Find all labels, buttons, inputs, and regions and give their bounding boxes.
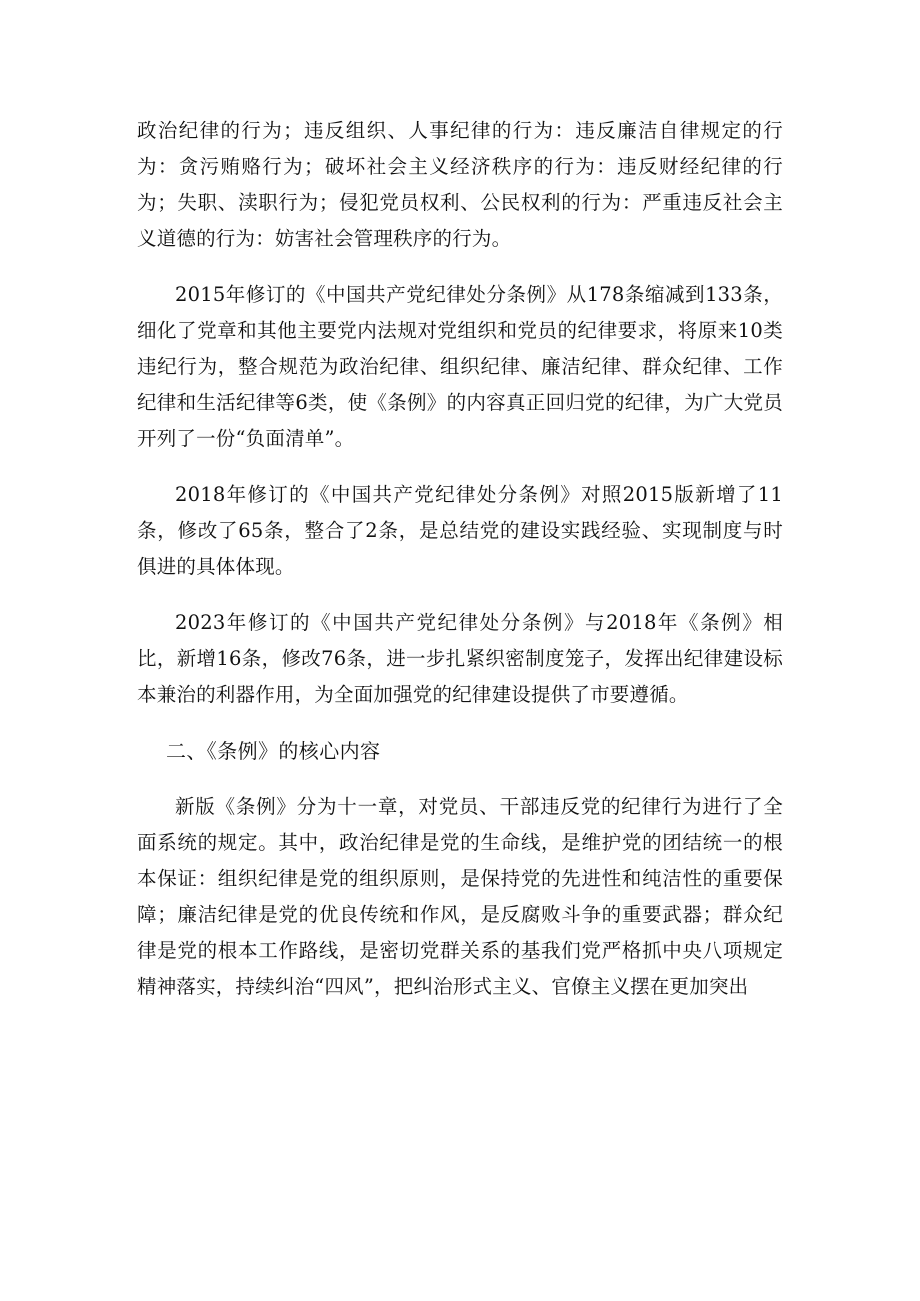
paragraph-2018-revision: 2018年修订的《中国共产党纪律处分条例》对照2015版新增了11条，修改了65条，整合了2条，是总结党的建设实践经验、实现制度与时俱进的具体体现。 <box>137 483 783 578</box>
paragraph-violation-categories: 政治纪律的行为；违反组织、人事纪律的行为：违反廉洁自律规定的行为：贪污贿赂行为；破坏社会主义经济秩序的行为：违反财经纪律的行为；失职、渎职行为；侵犯党员权利、公民权利的行为：严重违反社会主义道德的行为：妨害社会管理秩序的行为。 <box>137 119 783 250</box>
document-page <box>137 113 783 1005</box>
paragraph-2023-revision: 2023年修订的《中国共产党纪律处分条例》与2018年《条例》相比，新增16条，修改76条，进一步扎紧织密制度笼子，发挥出纪律建设标本兼治的利器作用，为全面加强党的纪律建设提供了市要遵循。 <box>137 611 783 706</box>
paragraph-2015-revision: 2015年修订的《中国共产党纪律处分条例》从178条缩减到133条，细化了党章和其他主要党内法规对党组织和党员的纪律要求，将原来10类违纪行为，整合规范为政治纪律、组织纪律、廉洁纪律、群众纪律、工作纪律和生活纪律等6类，使《条例》的内容真正回归党的纪律，为广大党员开列了一份“负面清单”。 <box>137 283 783 450</box>
section-heading: 二、《条例》的核心内容 <box>166 739 381 763</box>
paragraph-core-content: 新版《条例》分为十一章，对党员、干部违反党的纪律行为进行了全面系统的规定。其中，政治纪律是党的生命线，是维护党的团结统一的根本保证：组织纪律是党的组织原则，是保持党的先进性和纯洁性的重要保障；廉洁纪律是党的优良传统和作风，是反腐败斗争的重要武器；群众纪律是党的根本工作路线，是密切党群关系的基我们党严格抓中央八项规定精神落实，持续纠治“四风”，把纠治形式主义、官僚主义摆在更加突出 <box>137 795 783 998</box>
